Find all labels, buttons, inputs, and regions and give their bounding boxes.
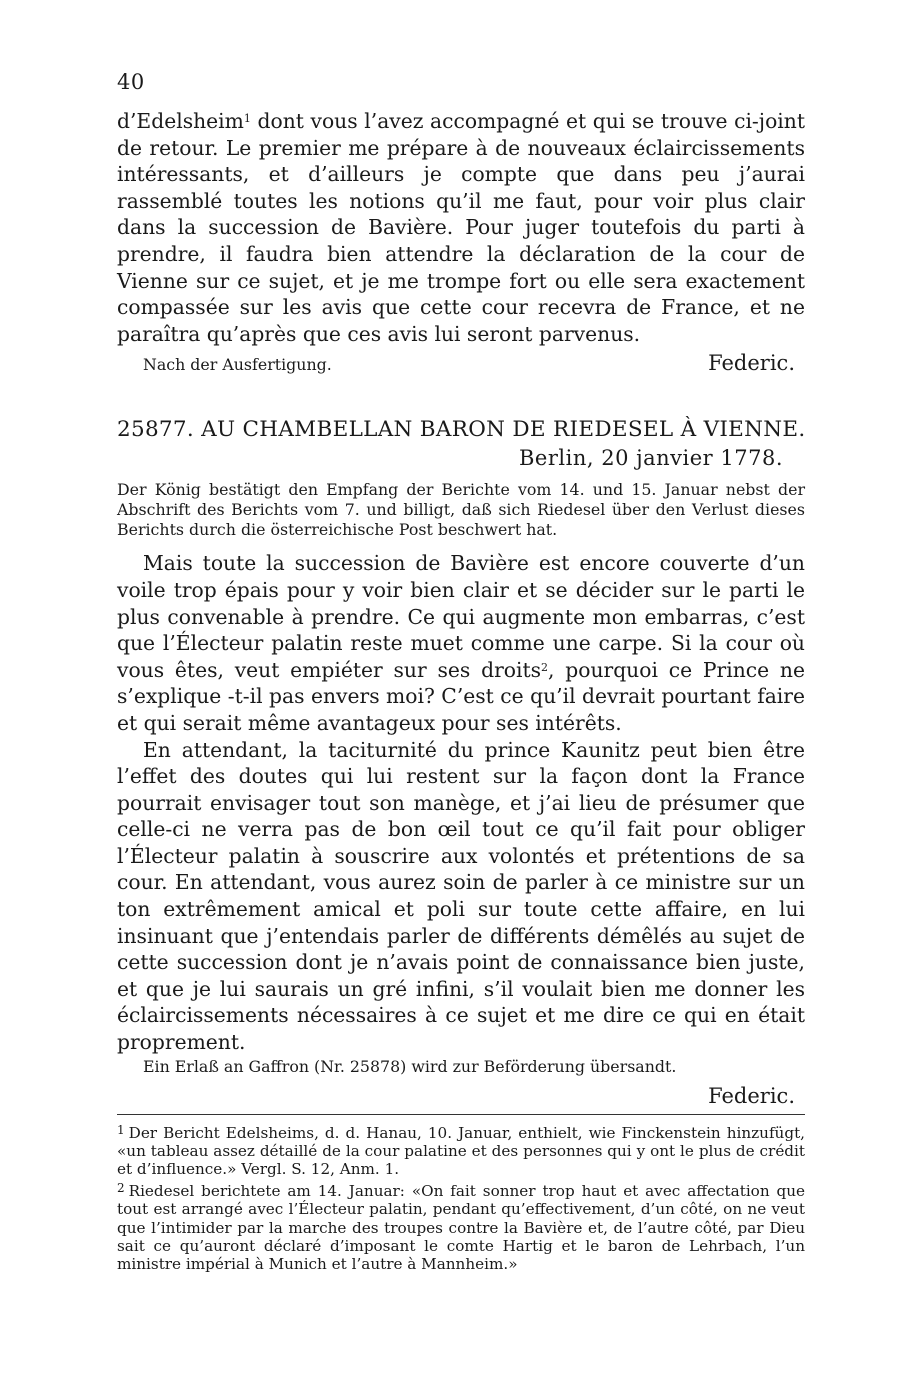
footnote-text: Riedesel berichtete am 14. Januar: «On fait sonner trop haut et avec affectation que tout est arrangé avec l’Électeur palatin, pendant qu’effectivement, d’un côté, on ne veut que l’intimider par la marche des troupes contre la Bavière et, de l’autre côté, par Dieu sait ce qu’auront déclaré d’imposant le comte Hartig et le baron de Lehrbach, l’un ministre impérial à Munich et l’autre à Mannheim.» — [117, 1181, 805, 1274]
signature: Federic. — [708, 351, 795, 376]
document-page — [117, 70, 805, 1274]
letter-summary: Der König bestätigt den Empfang der Berichte vom 14. und 15. Januar nebst der Abschrift des Berichts vom 7. und billigt, daß sich Riedesel über den Verlust dieses Berichts durch die österreichische Post beschwert hat. — [117, 480, 805, 540]
letter2-paragraph-2: En attendant, la taciturnité du prince Kaunitz peut bien être l’effet des doutes qui lui restent sur la façon dont la France pourrait envisager tout son manège, et j’ai lieu de présumer que celle-ci ne verra pas de bon œil tout ce qu’il fait pour obliger l’Électeur palatin à souscrire aux volontés et prétentions de sa cour. En attendant, vous aurez soin de parler à ce ministre sur un ton extrêmement amical et poli sur toute cette affaire, en lui insinuant que j’entendais parler de différents démêlés au sujet de cette succession dont je n’avais point de connaissance bien juste, et que je lui saurais un gré infini, s’il voulait bien me donner les éclaircissements nécessaires à ce sujet et me dire ce qui en était proprement. — [117, 737, 805, 1055]
source-note: Nach der Ausfertigung. — [143, 355, 332, 375]
letter1-text-end: dont vous l’avez accompagné et qui se trouve ci-joint de retour. Le premier me prépare à de nouveaux éclaircissements intéressants, et d’ailleurs je compte que dans peu j’aurai rassemblé toutes les notions qu’il me faut, pour voir plus clair dans la succession de Bavière. Pour juger toutefois du parti à prendre, il faudra bien attendre la déclaration de la cour de Vienne sur ce sujet, et je me trompe fort ou elle sera exactement compassée sur les avis que cette cour recevra de France, et ne paraîtra qu’après que ces avis lui seront parvenus. — [117, 109, 805, 346]
letter1-body — [117, 108, 805, 347]
dateline: Berlin, 20 janvier 1778. — [519, 446, 783, 471]
footnote-mark: 2 — [117, 1180, 125, 1195]
footnote-2 — [117, 1179, 805, 1274]
letter1-closing — [117, 351, 805, 381]
footnote-text: Der Bericht Edelsheims, d. d. Hanau, 10. Januar, enthielt, wie Finckenstein hinzufügt, «un tableau assez détaillé de la cour palatine et des personnes qui y ont le plus de crédit et d’influence.» Vergl. S. 12, Anm. 1. — [117, 1123, 805, 1179]
footnote-divider — [117, 1114, 805, 1115]
letter-heading: 25877. AU CHAMBELLAN BARON DE RIEDESEL À VIENNE. — [117, 417, 806, 443]
footnote-ref-1: 1 — [243, 112, 251, 125]
letter2-p1-text-end: , pourquoi ce Prince ne s’explique -t-il pas envers moi? C’est ce qu’il devrait pourtant faire et qui serait même avantageux pour ses intérêts. — [117, 657, 805, 735]
signature-2: Federic. — [708, 1083, 795, 1108]
footnote-mark: 1 — [117, 1122, 125, 1137]
dispatch-note: Ein Erlaß an Gaffron (Nr. 25878) wird zur Beförderung übersandt. — [143, 1056, 677, 1076]
letter1-text-start: d’Edelsheim — [117, 109, 244, 133]
footnote-ref-2: 2 — [541, 660, 549, 674]
letter2-p1-text-start: Mais toute la succession de Bavière est encore couverte d’un voile trop épais pour y voir bien clair et se décider sur le parti le plus convenable à prendre. Ce qui augmente mon embarras, c’est que l’Électeur palatin reste muet comme une carpe. Si la cour où vous êtes, veut empiéter sur ses droits — [117, 551, 805, 682]
footnote-1 — [117, 1121, 805, 1179]
letter2-paragraph-1 — [117, 550, 805, 736]
page-number: 40 — [117, 70, 145, 94]
